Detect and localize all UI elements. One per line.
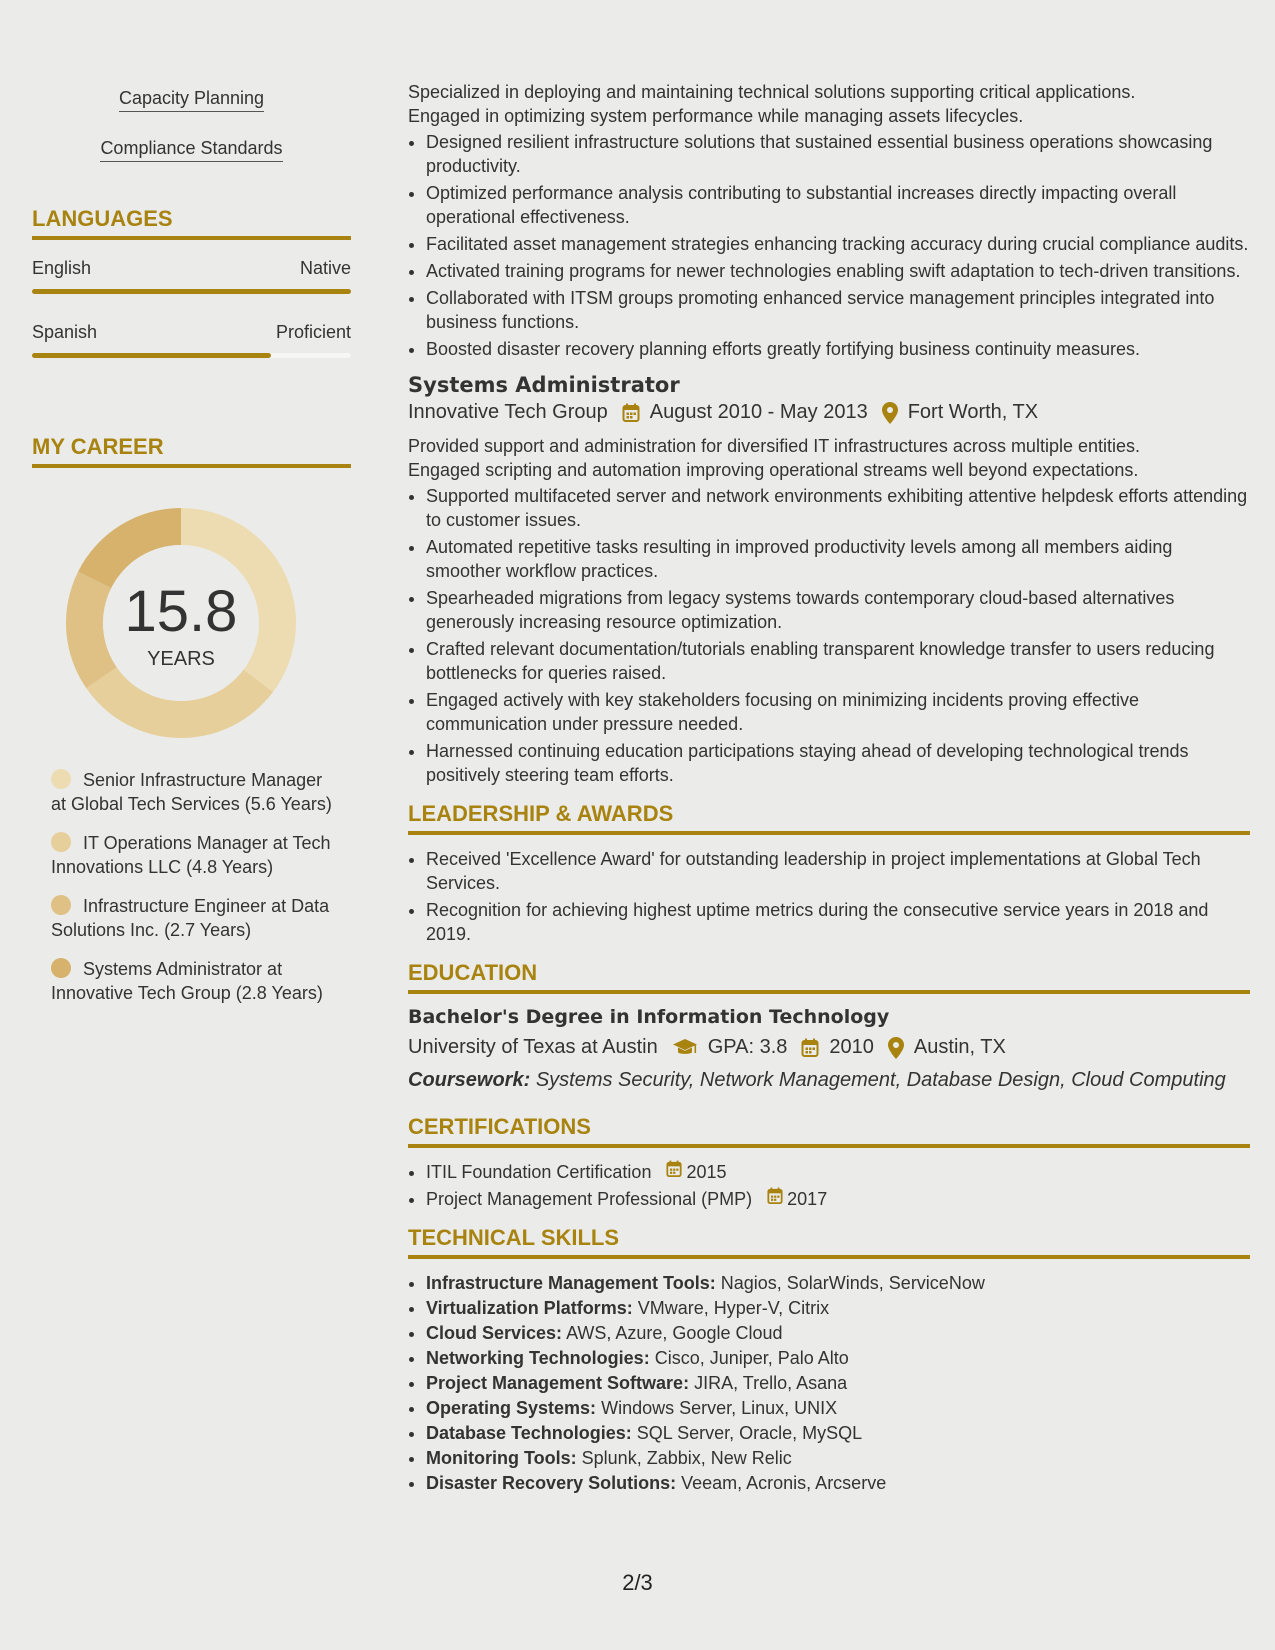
- job-company: Innovative Tech Group: [408, 401, 608, 423]
- awards-list: [408, 847, 1250, 946]
- graduation-cap-icon: [672, 1038, 698, 1058]
- skill-label: Monitoring Tools:: [426, 1448, 577, 1468]
- job-bullet: • Boosted disaster recovery planning efforts greatly fortifying business continuity measures.: [426, 337, 1250, 361]
- language-bar-fill: [32, 289, 351, 294]
- career-legend-label: Systems Administrator at Innovative Tech Group (2.8 Years): [51, 959, 323, 1003]
- calendar-icon: [801, 1038, 819, 1058]
- career-legend-label: IT Operations Manager at Tech Innovations LLC (4.8 Years): [51, 833, 331, 877]
- skill-value: AWS, Azure, Google Cloud: [566, 1323, 783, 1343]
- certification-name: ITIL Foundation Certification: [426, 1162, 652, 1182]
- coursework: [408, 1069, 1250, 1092]
- education-meta: [408, 1036, 1250, 1059]
- certifications-heading: CERTIFICATIONS: [408, 1114, 1250, 1148]
- skill-pill: Capacity Planning: [119, 88, 264, 112]
- skill-label: Disaster Recovery Solutions:: [426, 1473, 677, 1493]
- calendar-icon: [767, 1187, 787, 1211]
- skill-item: [426, 1371, 1250, 1395]
- skill-item: [426, 1321, 1250, 1345]
- career-heading: MY CAREER: [32, 434, 351, 468]
- technical-skills-section: [408, 1225, 1250, 1495]
- career-legend: [51, 768, 341, 1005]
- education-section: [408, 960, 1250, 1092]
- job-bullet: • Designed resilient infrastructure solutions that sustained essential business operations showcasing productivity.: [426, 130, 1250, 178]
- school-name: University of Texas at Austin: [408, 1036, 658, 1058]
- languages-section: [32, 206, 351, 358]
- job-bullet: • Facilitated asset management strategies enhancing tracking accuracy during crucial compliance audits.: [426, 232, 1250, 256]
- certifications-section: [408, 1114, 1250, 1211]
- career-donut-chart: [66, 508, 296, 738]
- skill-item: [426, 1421, 1250, 1445]
- job-meta: [408, 401, 1250, 424]
- skill-pill-list: [32, 80, 351, 180]
- language-bar: [32, 353, 351, 358]
- map-pin-icon: [882, 402, 898, 424]
- skill-pill: Compliance Standards: [100, 138, 282, 162]
- technical-skills-heading: TECHNICAL SKILLS: [408, 1225, 1250, 1259]
- award-item: • Recognition for achieving highest uptime metrics during the consecutive service years in 2018 and 2019.: [426, 898, 1250, 946]
- job-bullets: [408, 484, 1250, 787]
- skill-item: [426, 1271, 1250, 1295]
- skill-value: SQL Server, Oracle, MySQL: [636, 1423, 863, 1443]
- skill-label: Database Technologies:: [426, 1423, 632, 1443]
- career-legend-label: Infrastructure Engineer at Data Solutions Inc. (2.7 Years): [51, 896, 330, 940]
- job-location: Fort Worth, TX: [907, 401, 1039, 423]
- coursework-label: Coursework:: [408, 1069, 531, 1091]
- job-summary-line: Specialized in deploying and maintaining technical solutions supporting critical applications.: [408, 82, 1136, 102]
- job-bullet: • Crafted relevant documentation/tutorials enabling transparent knowledge transfer to users reducing bottlenecks for queries raised.: [426, 637, 1250, 685]
- job-dates: August 2010 - May 2013: [649, 401, 868, 423]
- job-title: Systems Administrator: [408, 373, 680, 397]
- gpa: GPA: 3.8: [707, 1036, 788, 1058]
- calendar-icon: [666, 1160, 686, 1184]
- certification-year: 2015: [686, 1162, 727, 1182]
- degree-title: Bachelor's Degree in Information Technology: [408, 1006, 890, 1028]
- certifications-list: [408, 1160, 1250, 1211]
- skill-item: [426, 1296, 1250, 1320]
- right-column: [408, 80, 1250, 1496]
- skill-value: Nagios, SolarWinds, ServiceNow: [720, 1273, 985, 1293]
- page-number: 2/3: [622, 1570, 653, 1595]
- job-bullets: [408, 130, 1250, 361]
- skill-value: JIRA, Trello, Asana: [694, 1373, 848, 1393]
- school-location: Austin, TX: [913, 1036, 1006, 1058]
- job-summary-line: Engaged scripting and automation improving operational streams well beyond expectations.: [408, 460, 1139, 480]
- job-bullet: • Collaborated with ITSM groups promoting enhanced service management principles integrated into business functions.: [426, 286, 1250, 334]
- career-section: [32, 434, 351, 1005]
- skill-value: Cisco, Juniper, Palo Alto: [654, 1348, 849, 1368]
- legend-dot: [51, 769, 71, 789]
- technical-skills-list: [408, 1271, 1250, 1495]
- certification-item: [426, 1160, 1250, 1184]
- language-bar: [32, 289, 351, 294]
- job-bullet: • Automated repetitive tasks resulting in improved productivity levels among all members aiding smoother workflow practices.: [426, 535, 1250, 583]
- graduation-year: 2010: [829, 1036, 874, 1058]
- skill-label: Infrastructure Management Tools:: [426, 1273, 716, 1293]
- language-level: Proficient: [275, 322, 351, 342]
- skill-item: [426, 1396, 1250, 1420]
- language-item: [32, 258, 351, 294]
- language-name: Spanish: [32, 322, 98, 342]
- career-legend-item: [51, 768, 341, 816]
- career-years-label: YEARS: [147, 648, 215, 670]
- skill-label: Cloud Services:: [426, 1323, 563, 1343]
- job-bullet: • Supported multifaceted server and network environments exhibiting attentive helpdesk efforts attending to customer issues.: [426, 484, 1250, 532]
- language-name: English: [32, 258, 92, 278]
- legend-dot: [51, 832, 71, 852]
- job-bullet: • Engaged actively with key stakeholders focusing on minimizing incidents proving effective communication under pressure needed.: [426, 688, 1250, 736]
- skill-label: Project Management Software:: [426, 1373, 690, 1393]
- job-entry: [408, 373, 1250, 787]
- award-item: • Received 'Excellence Award' for outstanding leadership in project implementations at Global Tech Services.: [426, 847, 1250, 895]
- job-bullet: • Activated training programs for newer technologies enabling swift adaptation to tech-driven transitions.: [426, 259, 1250, 283]
- language-level: Native: [299, 258, 351, 278]
- education-heading: EDUCATION: [408, 960, 1250, 994]
- map-pin-icon: [888, 1037, 904, 1059]
- job-summary-line: Provided support and administration for diversified IT infrastructures across multiple entities.: [408, 436, 1140, 456]
- languages-heading: LANGUAGES: [32, 206, 351, 240]
- language-bar-fill: [32, 353, 271, 358]
- career-legend-item: [51, 957, 341, 1005]
- skill-value: Splunk, Zabbix, New Relic: [581, 1448, 792, 1468]
- certification-item: [426, 1187, 1250, 1211]
- skill-label: Operating Systems:: [426, 1398, 597, 1418]
- career-legend-label: Senior Infrastructure Manager at Global Tech Services (5.6 Years): [51, 770, 332, 814]
- job-bullet: • Spearheaded migrations from legacy systems towards contemporary cloud-based alternatives generously increasing resource optimization.: [426, 586, 1250, 634]
- awards-heading: LEADERSHIP & AWARDS: [408, 801, 1250, 835]
- skill-value: Veeam, Acronis, Arcserve: [681, 1473, 887, 1493]
- certification-year: 2017: [787, 1189, 828, 1209]
- calendar-icon: [622, 403, 640, 423]
- skill-value: Windows Server, Linux, UNIX: [601, 1398, 838, 1418]
- awards-section: [408, 801, 1250, 946]
- job-bullet: • Optimized performance analysis contributing to substantial increases directly impacting overall operational effectiveness.: [426, 181, 1250, 229]
- career-legend-item: [51, 831, 341, 879]
- skill-value: VMware, Hyper-V, Citrix: [637, 1298, 830, 1318]
- left-column: [32, 80, 351, 1020]
- job-summary-line: Engaged in optimizing system performance while managing assets lifecycles.: [408, 106, 1024, 126]
- career-total-years: 15.8: [124, 579, 238, 644]
- job-bullet: • Harnessed continuing education participations staying ahead of developing technological trends positively steering team efforts.: [426, 739, 1250, 787]
- legend-dot: [51, 958, 71, 978]
- certification-name: Project Management Professional (PMP): [426, 1189, 753, 1209]
- job-entry: [408, 80, 1250, 361]
- skill-item: [426, 1346, 1250, 1370]
- skill-item: [426, 1471, 1250, 1495]
- skill-item: [426, 1446, 1250, 1470]
- legend-dot: [51, 895, 71, 915]
- skill-label: Virtualization Platforms:: [426, 1298, 633, 1318]
- career-legend-item: [51, 894, 341, 942]
- coursework-list: Systems Security, Network Management, Database Design, Cloud Computing: [535, 1069, 1226, 1091]
- skill-label: Networking Technologies:: [426, 1348, 650, 1368]
- language-item: [32, 322, 351, 358]
